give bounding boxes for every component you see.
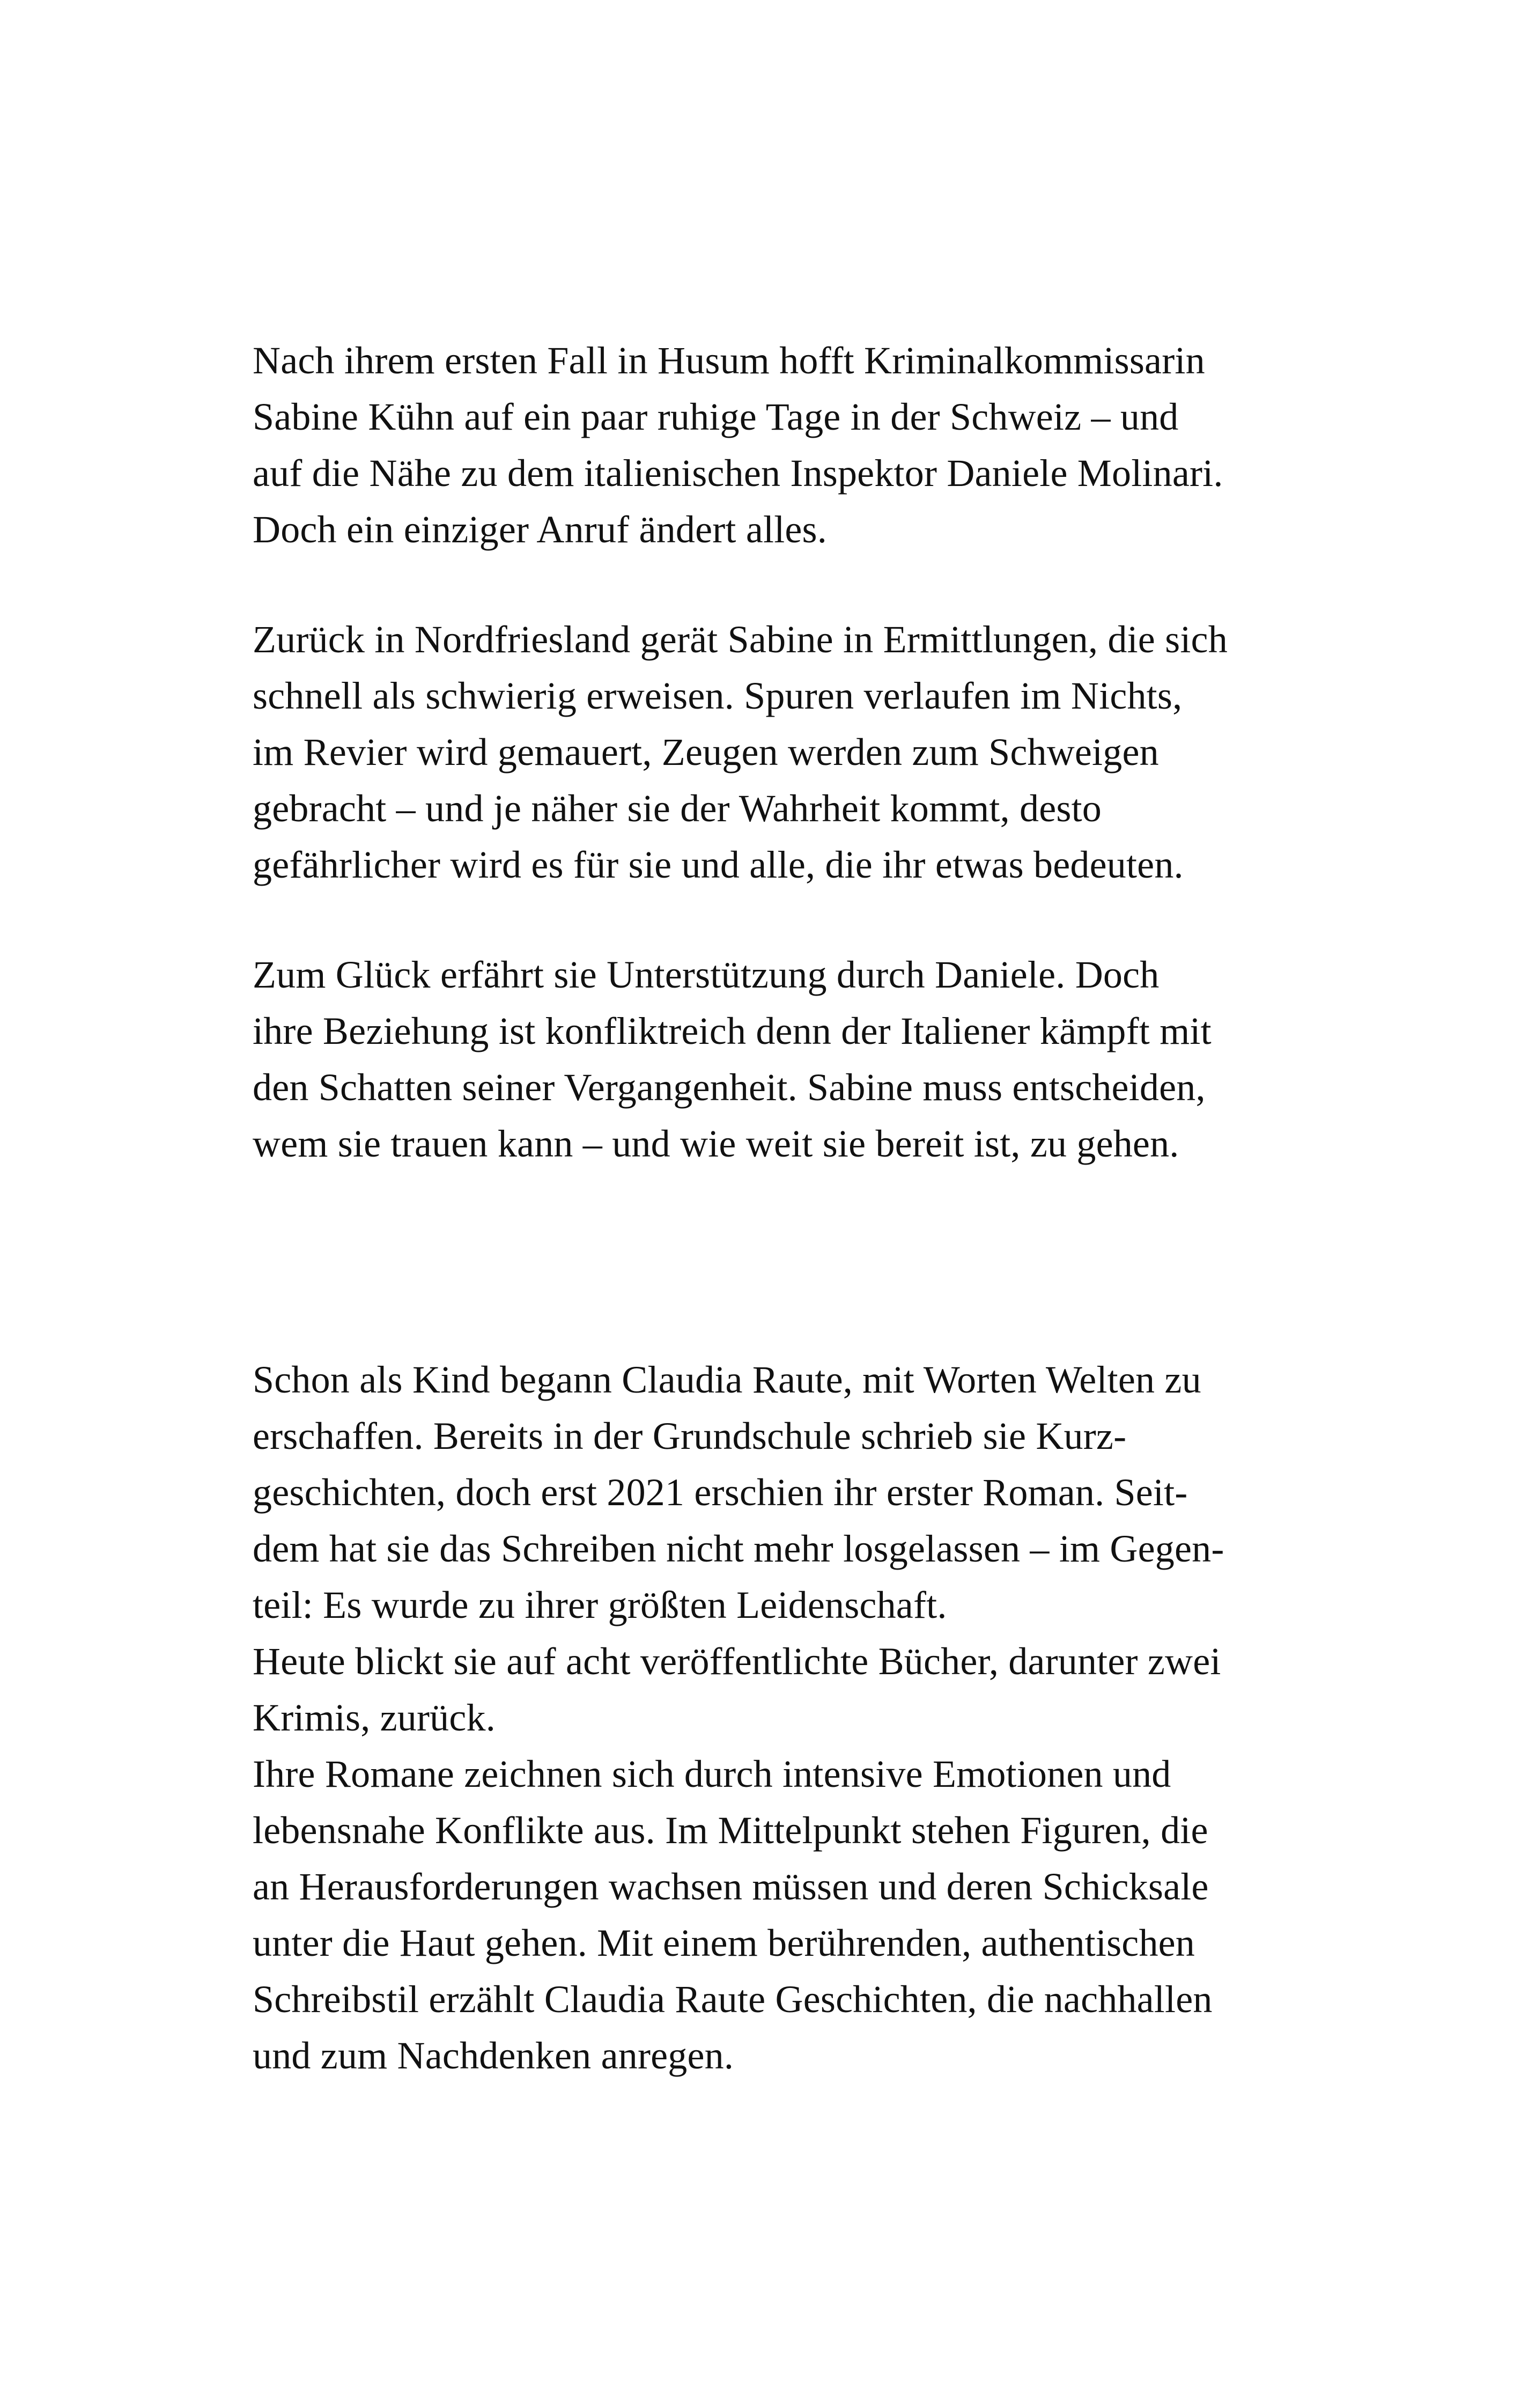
blurb-paragraph-3 <box>253 947 1325 1172</box>
text-line: im Revier wird gemauert, Zeugen werden zum Schweigen <box>253 731 1159 774</box>
text-line: geschichten, doch erst 2021 erschien ihr erster Roman. Seit- <box>253 1471 1188 1514</box>
text-line: Zurück in Nordfriesland gerät Sabine in Ermittlungen, die sich <box>253 618 1228 661</box>
author-bio <box>253 1352 1325 2084</box>
text-line: auf die Nähe zu dem italienischen Inspektor Daniele Molinari. <box>253 452 1223 495</box>
text-line: wem sie trauen kann – und wie weit sie bereit ist, zu gehen. <box>253 1122 1179 1165</box>
blurb-paragraph-2 <box>253 612 1325 893</box>
text-line: Heute blickt sie auf acht veröffentlichte Bücher, darunter zwei <box>253 1640 1221 1683</box>
text-line: unter die Haut gehen. Mit einem berührenden, authentischen <box>253 1921 1195 1964</box>
text-line: gefährlicher wird es für sie und alle, die ihr etwas bedeuten. <box>253 843 1184 886</box>
text-line: gebracht – und je näher sie der Wahrheit kommt, desto <box>253 787 1102 830</box>
text-line: Krimis, zurück. <box>253 1696 496 1739</box>
text-line: den Schatten seiner Vergangenheit. Sabine muss entscheiden, <box>253 1066 1206 1109</box>
text-line: an Herausforderungen wachsen müssen und deren Schicksale <box>253 1865 1209 1908</box>
text-line: teil: Es wurde zu ihrer größten Leidenschaft. <box>253 1584 947 1626</box>
text-line: Nach ihrem ersten Fall in Husum hofft Kriminalkommissarin <box>253 339 1205 382</box>
text-line: Ihre Romane zeichnen sich durch intensive Emotionen und <box>253 1752 1171 1795</box>
text-line: Schreibstil erzählt Claudia Raute Geschichten, die nachhallen <box>253 1978 1213 2021</box>
text-line: und zum Nachdenken anregen. <box>253 2034 734 2077</box>
blurb-paragraph-1 <box>253 333 1325 558</box>
text-line: schnell als schwierig erweisen. Spuren verlaufen im Nichts, <box>253 674 1183 717</box>
text-line: Doch ein einziger Anruf ändert alles. <box>253 508 827 551</box>
text-line: Zum Glück erfährt sie Unterstützung durch Daniele. Doch <box>253 953 1160 996</box>
text-line: dem hat sie das Schreiben nicht mehr losgelassen – im Gegen- <box>253 1527 1224 1570</box>
text-line: erschaffen. Bereits in der Grundschule schrieb sie Kurz- <box>253 1415 1127 1457</box>
text-line: Schon als Kind begann Claudia Raute, mit Worten Welten zu <box>253 1358 1201 1401</box>
text-line: Sabine Kühn auf ein paar ruhige Tage in der Schweiz – und <box>253 395 1179 438</box>
text-line: ihre Beziehung ist konfliktreich denn der Italiener kämpft mit <box>253 1010 1212 1052</box>
text-line: lebensnahe Konflikte aus. Im Mittelpunkt stehen Figuren, die <box>253 1809 1208 1852</box>
